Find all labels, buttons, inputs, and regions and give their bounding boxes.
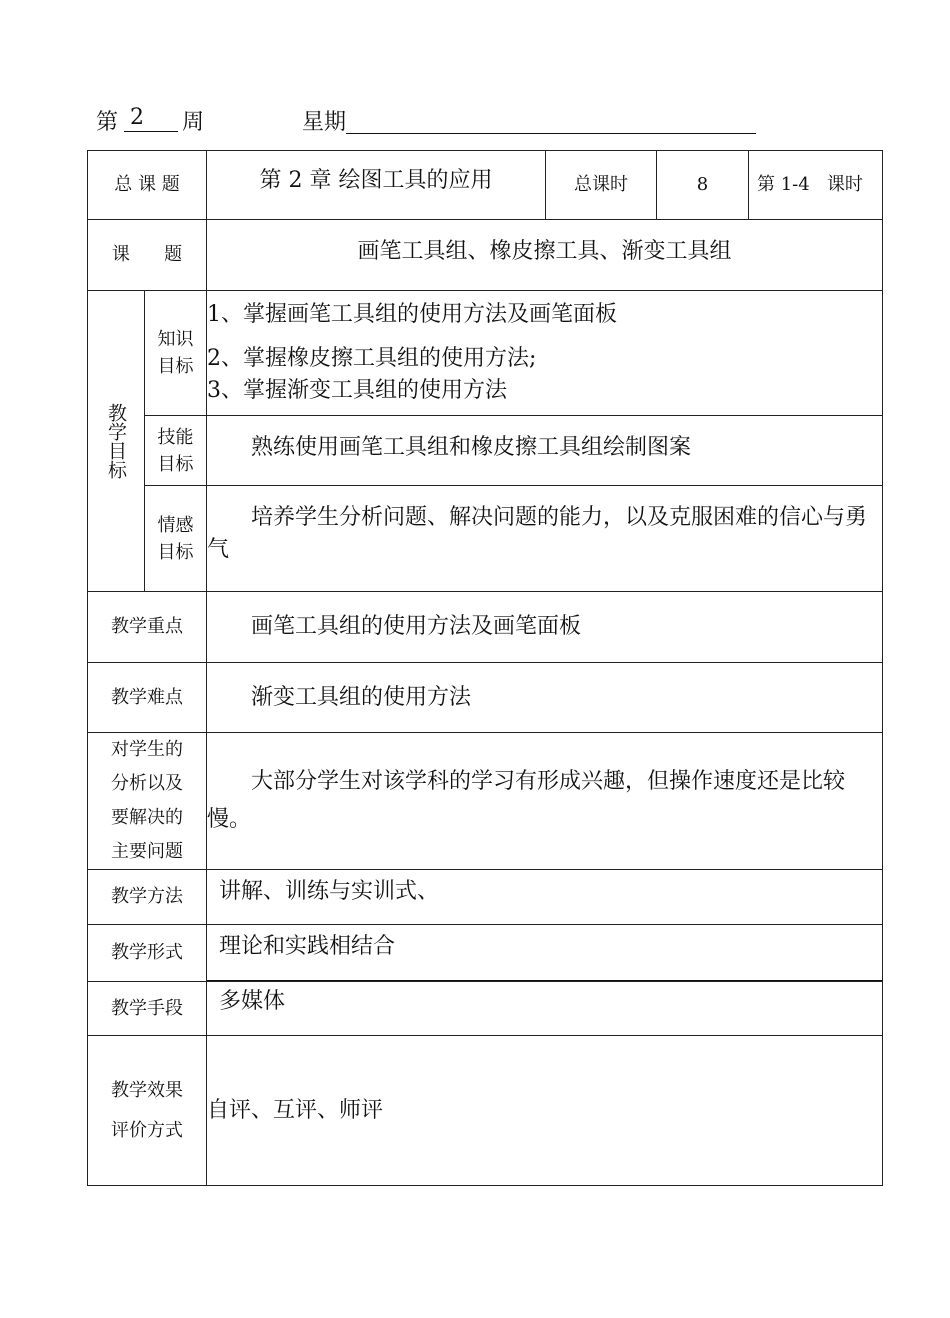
- student-analysis-label-line-1: 对学生的: [111, 739, 183, 760]
- total-hours-value-text: 8: [696, 174, 709, 195]
- total-hours-value: [656, 150, 749, 220]
- means-value-text: 多媒体: [219, 989, 286, 1014]
- difficulties-label: [87, 662, 207, 733]
- means-label-text: 教学手段: [111, 997, 183, 1019]
- student-analysis-label-line-3: 要解决的: [111, 807, 183, 828]
- knowledge-line-1: 1、掌握画笔工具组的使用方法及画笔面板: [207, 302, 617, 327]
- student-analysis-value: [206, 732, 883, 870]
- week-header: [96, 100, 796, 140]
- knowledge-value: [206, 290, 883, 416]
- total-topic-label: [87, 150, 207, 220]
- session-value: [748, 150, 883, 220]
- topic-label: [87, 219, 207, 291]
- knowledge-label-text: 知识目标: [157, 329, 194, 377]
- evaluation-value-text: 自评、互评、师评: [207, 1097, 384, 1123]
- key-points-value: [206, 591, 883, 663]
- evaluation-label-line-1: 教学效果: [111, 1079, 183, 1101]
- method-label-text: 教学方法: [111, 886, 183, 907]
- method-value-text: 讲解、训练与实训式、: [219, 879, 440, 904]
- means-label: [87, 981, 207, 1036]
- objectives-label: [87, 290, 145, 592]
- total-topic-value-text: 第 2 章 绘图工具的应用: [259, 168, 493, 193]
- knowledge-line-2: 2、掌握橡皮擦工具组的使用方法;: [207, 346, 537, 371]
- difficulties-value-text: 渐变工具组的使用方法: [251, 684, 472, 710]
- skill-value-text: 熟练使用画笔工具组和橡皮擦工具组绘制图案: [251, 435, 692, 460]
- evaluation-value: [206, 1035, 883, 1186]
- form-label: [87, 924, 207, 982]
- student-analysis-value-text: 大部分学生对该学科的学习有形成兴趣，但操作速度还是比较慢。: [207, 769, 846, 832]
- student-analysis-label-line-4: 主要问题: [111, 841, 183, 862]
- week-number-field[interactable]: 2: [124, 105, 178, 132]
- objectives-label-text: 教学目标: [105, 403, 127, 479]
- evaluation-label: [87, 1035, 207, 1186]
- emotion-value: [206, 485, 883, 592]
- week-prefix: 第: [96, 110, 119, 135]
- form-value-text: 理论和实践相结合: [219, 934, 396, 959]
- key-points-label-text: 教学重点: [111, 616, 183, 637]
- weekday-label: 星期: [302, 110, 347, 135]
- key-points-value-text: 画笔工具组的使用方法及画笔面板: [251, 614, 582, 639]
- form-label-text: 教学形式: [111, 942, 183, 963]
- session-value-text: 第 1-4 课时: [757, 174, 863, 195]
- student-analysis-label: [87, 732, 207, 870]
- knowledge-label: [144, 290, 207, 416]
- topic-value-text: 画笔工具组、橡皮擦工具、渐变工具组: [357, 239, 732, 264]
- total-hours-label-text: 总课时: [574, 174, 628, 195]
- skill-label-text: 技能目标: [157, 426, 194, 475]
- emotion-label: [144, 485, 207, 592]
- total-topic-value: [206, 150, 546, 220]
- key-points-label: [87, 591, 207, 663]
- week-suffix: 周: [182, 110, 205, 135]
- student-analysis-label-line-2: 分析以及: [111, 773, 183, 794]
- knowledge-line-3: 3、掌握渐变工具组的使用方法: [207, 378, 507, 403]
- method-label: [87, 869, 207, 925]
- evaluation-label-line-2: 评价方式: [111, 1119, 183, 1141]
- difficulties-value: [206, 662, 883, 733]
- weekday-field[interactable]: [346, 105, 756, 134]
- topic-label-text: 课 题: [111, 244, 183, 265]
- emotion-value-text: 培养学生分析问题、解决问题的能力，以及克服困难的信心与勇气: [207, 505, 868, 562]
- topic-value: [206, 219, 883, 291]
- total-hours-label: [545, 150, 657, 220]
- skill-label: [144, 415, 207, 486]
- difficulties-label-text: 教学难点: [111, 686, 183, 708]
- form-value: [206, 924, 883, 982]
- skill-value: [206, 415, 883, 486]
- emotion-label-text: 情感目标: [157, 514, 194, 563]
- means-value: [206, 981, 883, 1036]
- total-topic-label-text: 总 课 题: [114, 174, 180, 195]
- method-value: [206, 869, 883, 925]
